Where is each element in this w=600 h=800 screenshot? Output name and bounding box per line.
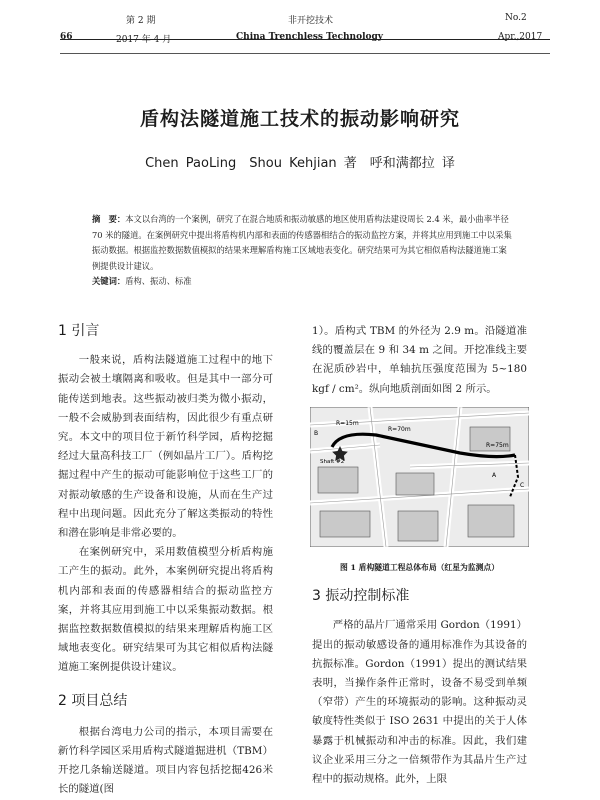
section-1-heading: 1 引言 — [58, 323, 100, 339]
figure-1-map — [310, 407, 529, 547]
page-number: 66 — [60, 32, 73, 42]
section-1-paragraph-2: 在案例研究中，采用数值模型分析盾构施工产生的振动。此外，本案例研究提出将盾构机内部和表面的传感器相结合的振动监控方案，并将其应用到施工中以采集振动数据。根据监控数据数值模拟的结果来理解盾构施工区域地表变化。研究结果可为其它相似盾构法隧道施工案例提供设计建议。 — [58, 546, 273, 674]
keywords-label: 关键词： — [92, 276, 126, 287]
issue-en: No.2 — [505, 13, 527, 23]
label-shaft: Shaft #2 — [320, 458, 345, 465]
building-4 — [320, 511, 370, 537]
label-r70: R=70m — [388, 425, 411, 433]
label-a: A — [492, 471, 497, 479]
label-r15: R=15m — [336, 419, 359, 427]
abstract-text: 本文以台湾的一个案例，研究了在混合地质和振动敏感的地区使用盾构法建设周长 2.4 米，最小曲率半径 70 米的隧道。在案例研究中提出将盾构机内部和表面的传感器相结合的振动监控方案，并将其应用到施工中以采集振动数据。根据监控数据数值模拟的结果来理解盾构施工区域地表变化。研究结果可为其它相似盾构法隧道施工案例提供设计建议。 — [92, 214, 512, 271]
header-rule-top — [60, 39, 550, 40]
section-2-heading: 2 项目总结 — [58, 692, 128, 709]
left-column — [58, 322, 273, 800]
date-cn: 2017 年 4 月 — [116, 35, 172, 45]
section-3-heading: 3 振动控制标准 — [312, 588, 410, 605]
header-rule-bottom — [60, 53, 550, 54]
journal-name-en: China Trenchless Technology — [236, 32, 384, 42]
abstract-label: 摘 要： — [92, 214, 126, 224]
building-6 — [468, 505, 514, 537]
right-column — [312, 322, 527, 789]
building-1 — [318, 467, 358, 493]
date-en: Apr.,2017 — [498, 32, 543, 42]
section-1-paragraph-1: 一般来说，盾构法隧道施工过程中的地下振动会被土壤隔离和吸收。但是其中一部分可能传送到地表。这些振动被归类为微小振动，一般不会威胁到表面结构，因此很少有重点研究。本文中的项目位于新竹科学园，盾构挖掘经过大量高科技工厂（例如晶片工厂）。盾构挖掘过程中产生的振动可能影响位于这些工厂的对振动敏感的生产设备和设施，从而在生产过程中出现问题。因此充分了解这类振动的特性和潜在影响是非常必要的。 — [58, 354, 273, 540]
building-2 — [396, 473, 434, 495]
running-header — [60, 12, 550, 52]
label-b: B — [314, 429, 319, 437]
authors-line: Chen PaoLing Shou Kehjian 著 呼和满都拉 译 — [145, 156, 455, 171]
abstract-block — [92, 212, 512, 290]
journal-name-cn: 非开挖技术 — [288, 16, 334, 26]
label-c: C — [520, 481, 525, 489]
article-title: 盾构法隧道施工技术的振动影响研究 — [139, 108, 460, 130]
keywords-text: 盾构、振动、标准 — [125, 276, 192, 287]
label-r75: R=75m — [486, 441, 509, 449]
building-5 — [398, 511, 438, 541]
figure-1-caption: 图 1 盾构隧道工程总体布局（红星为监测点） — [340, 563, 499, 573]
issue-cn: 第 2 期 — [126, 16, 156, 26]
section-2-paragraph-1: 根据台湾电力公司的指示，本项目需要在新竹科学园区采用盾构式隧道掘进机（TBM）开挖几条输送隧道。项目内容包括挖掘426米长的隧道(图 — [58, 725, 273, 796]
section-2-paragraph-continued: 1）。盾构式 TBM 的外径为 2.9 m。沿隧道准线的覆盖层在 9 和 34 m 之间。开挖准线主要在泥质砂岩中，单轴抗压强度范围为 5~180 kgf / cm²。纵向地质剖面如图 2 所示。 — [312, 325, 527, 395]
section-3-paragraph-1: 严格的晶片厂通常采用 Gordon（1991）提出的振动敏感设备的通用标准作为其设备的抗振标准。Gordon（1991）提出的测试结果表明，当操作条件正常时，设备不易受到单频（窄带）产生的环境振动的影响。这种振动灵敏度特性类似于 ISO 2631 中提出的关于人体暴露于机械振动和冲击的标准。因此，我们建议企业采用三分之一倍频带作为其晶片生产过程中的振动规格。此外，上限 — [312, 619, 527, 786]
